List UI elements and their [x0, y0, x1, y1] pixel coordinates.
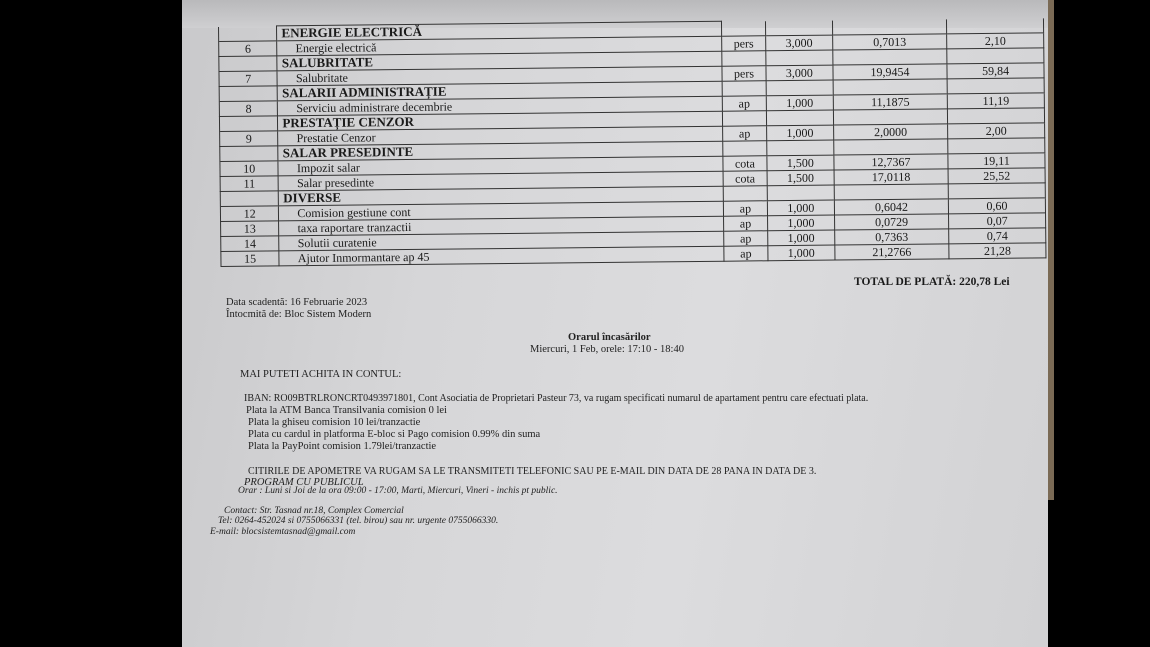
category-label: PRESTAȚIE CENZOR — [278, 111, 723, 131]
amount: 2,10 — [947, 33, 1044, 49]
row-number — [219, 116, 278, 132]
due-date: Data scadentă: 16 Februarie 2023 — [226, 297, 368, 308]
unit-price: 0,7363 — [834, 229, 949, 245]
contact-email: E-mail: blocsistemtasnad@gmail.com — [210, 527, 356, 537]
category-label: SALARII ADMINISTRAȚIE — [278, 81, 723, 101]
row-number: 7 — [219, 71, 278, 87]
amount: 0,60 — [949, 198, 1046, 214]
quantity: 3,000 — [766, 65, 833, 81]
amount: 25,52 — [948, 168, 1045, 184]
unit-price: 21,2766 — [835, 244, 950, 260]
pay-option: Plata cu cardul in platforma E-bloc si Pago comision 0.99% din suma — [248, 429, 541, 440]
pay-option: Plata la ghiseu comision 10 lei/tranzactie — [248, 417, 421, 428]
unit: ap — [724, 246, 768, 261]
amount: 21,28 — [949, 243, 1046, 259]
category-label: SALAR PRESEDINTE — [278, 141, 723, 161]
quantity: 1,000 — [766, 95, 833, 111]
unit-price: 0,0729 — [834, 214, 949, 230]
unit: pers — [722, 36, 766, 51]
unit: pers — [722, 66, 766, 81]
category-label: SALUBRITATE — [277, 51, 722, 71]
pay-option: Plata la PayPoint comision 1.79lei/tranzactie — [248, 441, 437, 452]
quantity: 1,000 — [768, 245, 835, 261]
pay-title: MAI PUTETI ACHITA IN CONTUL: — [240, 369, 402, 380]
unit: ap — [722, 96, 766, 111]
quantity: 1,000 — [767, 215, 834, 231]
item-label: Comision gestiune cont — [279, 201, 724, 221]
item-label: Solutii curatenie — [279, 231, 724, 251]
unit: ap — [724, 216, 768, 231]
category-label: DIVERSE — [279, 186, 724, 206]
prepared-by: Întocmită de: Bloc Sistem Modern — [226, 309, 372, 320]
row-number — [220, 191, 279, 207]
row-number — [220, 146, 279, 162]
item-label: Salubritate — [277, 66, 722, 86]
quantity: 1,000 — [768, 230, 835, 246]
unit-price: 0,7013 — [832, 34, 947, 50]
unit: ap — [724, 231, 768, 246]
quantity: 1,000 — [767, 200, 834, 216]
row-number: 12 — [220, 206, 279, 222]
category-label: ENERGIE ELECTRICĂ — [277, 21, 722, 41]
schedule-title: Orarul încasărilor — [568, 332, 651, 343]
row-number — [219, 86, 278, 102]
row-number: 15 — [221, 251, 280, 267]
total-to-pay: TOTAL DE PLATĂ: 220,78 Lei — [854, 276, 1010, 288]
iban-line: IBAN: RO09BTRLRONCRT0493971801, Cont Asociatia de Proprietari Pasteur 73, va rugam specificati numarul de apartament pentru care efectuati plata. — [244, 393, 869, 404]
row-number: 14 — [221, 236, 280, 252]
unit-price: 11,1875 — [833, 94, 948, 110]
contact-address: Contact: Str. Tasnad nr.18, Complex Comercial — [224, 506, 404, 516]
meter-notice: CITIRILE DE APOMETRE VA RUGAM SA LE TRANSMITETI TELEFONIC SAU PE E-MAIL DIN DATA DE 28 PANA IN DATA DE 3. — [248, 466, 817, 477]
item-label: Impozit salar — [278, 156, 723, 176]
quantity: 1,500 — [767, 170, 834, 186]
unit-price: 19,9454 — [833, 64, 948, 80]
background-edge — [1048, 0, 1054, 500]
row-number: 11 — [220, 176, 279, 192]
row-number — [219, 26, 278, 42]
contact-phone: Tel: 0264-452024 si 0755066331 (tel. birou) sau nr. urgente 0755066330. — [218, 516, 499, 526]
quantity: 3,000 — [766, 35, 833, 51]
row-number: 13 — [221, 221, 280, 237]
amount: 0,74 — [949, 228, 1046, 244]
row-number: 9 — [220, 131, 279, 147]
item-label: Ajutor Inmormantare ap 45 — [279, 246, 724, 266]
item-label: taxa raportare tranzactii — [279, 216, 724, 236]
schedule-text: Miercuri, 1 Feb, orele: 17:10 - 18:40 — [530, 344, 684, 355]
unit-price: 0,6042 — [834, 199, 949, 215]
pay-option: Plata la ATM Banca Transilvania comision 0 lei — [246, 405, 447, 416]
amount: 2,00 — [948, 123, 1045, 139]
program-title: PROGRAM CU PUBLICUL — [244, 477, 364, 488]
unit: ap — [723, 201, 767, 216]
unit-price: 2,0000 — [833, 124, 948, 140]
unit: cota — [723, 156, 767, 171]
item-label: Salar presedinte — [278, 171, 723, 191]
unit-price: 12,7367 — [834, 154, 949, 170]
unit: cota — [723, 171, 767, 186]
amount: 0,07 — [949, 213, 1046, 229]
item-label: Serviciu administrare decembrie — [278, 96, 723, 116]
amount: 19,11 — [948, 153, 1045, 169]
charges-table — [218, 17, 1046, 267]
row-number — [219, 56, 278, 72]
row-number: 6 — [219, 41, 278, 57]
program-text: Orar : Luni si Joi de la ora 09:00 - 17:00, Marti, Miercuri, Vineri - inchis pt public. — [238, 486, 558, 496]
item-label: Energie electrică — [277, 36, 722, 56]
amount: 59,84 — [947, 63, 1044, 79]
bill-paper — [182, 0, 1048, 647]
row-number: 8 — [219, 101, 278, 117]
row-number: 10 — [220, 161, 279, 177]
quantity: 1,500 — [767, 155, 834, 171]
quantity: 1,000 — [767, 125, 834, 141]
amount: 11,19 — [947, 93, 1044, 109]
unit-price: 17,0118 — [834, 169, 949, 185]
item-label: Prestatie Cenzor — [278, 126, 723, 146]
unit: ap — [723, 126, 767, 141]
